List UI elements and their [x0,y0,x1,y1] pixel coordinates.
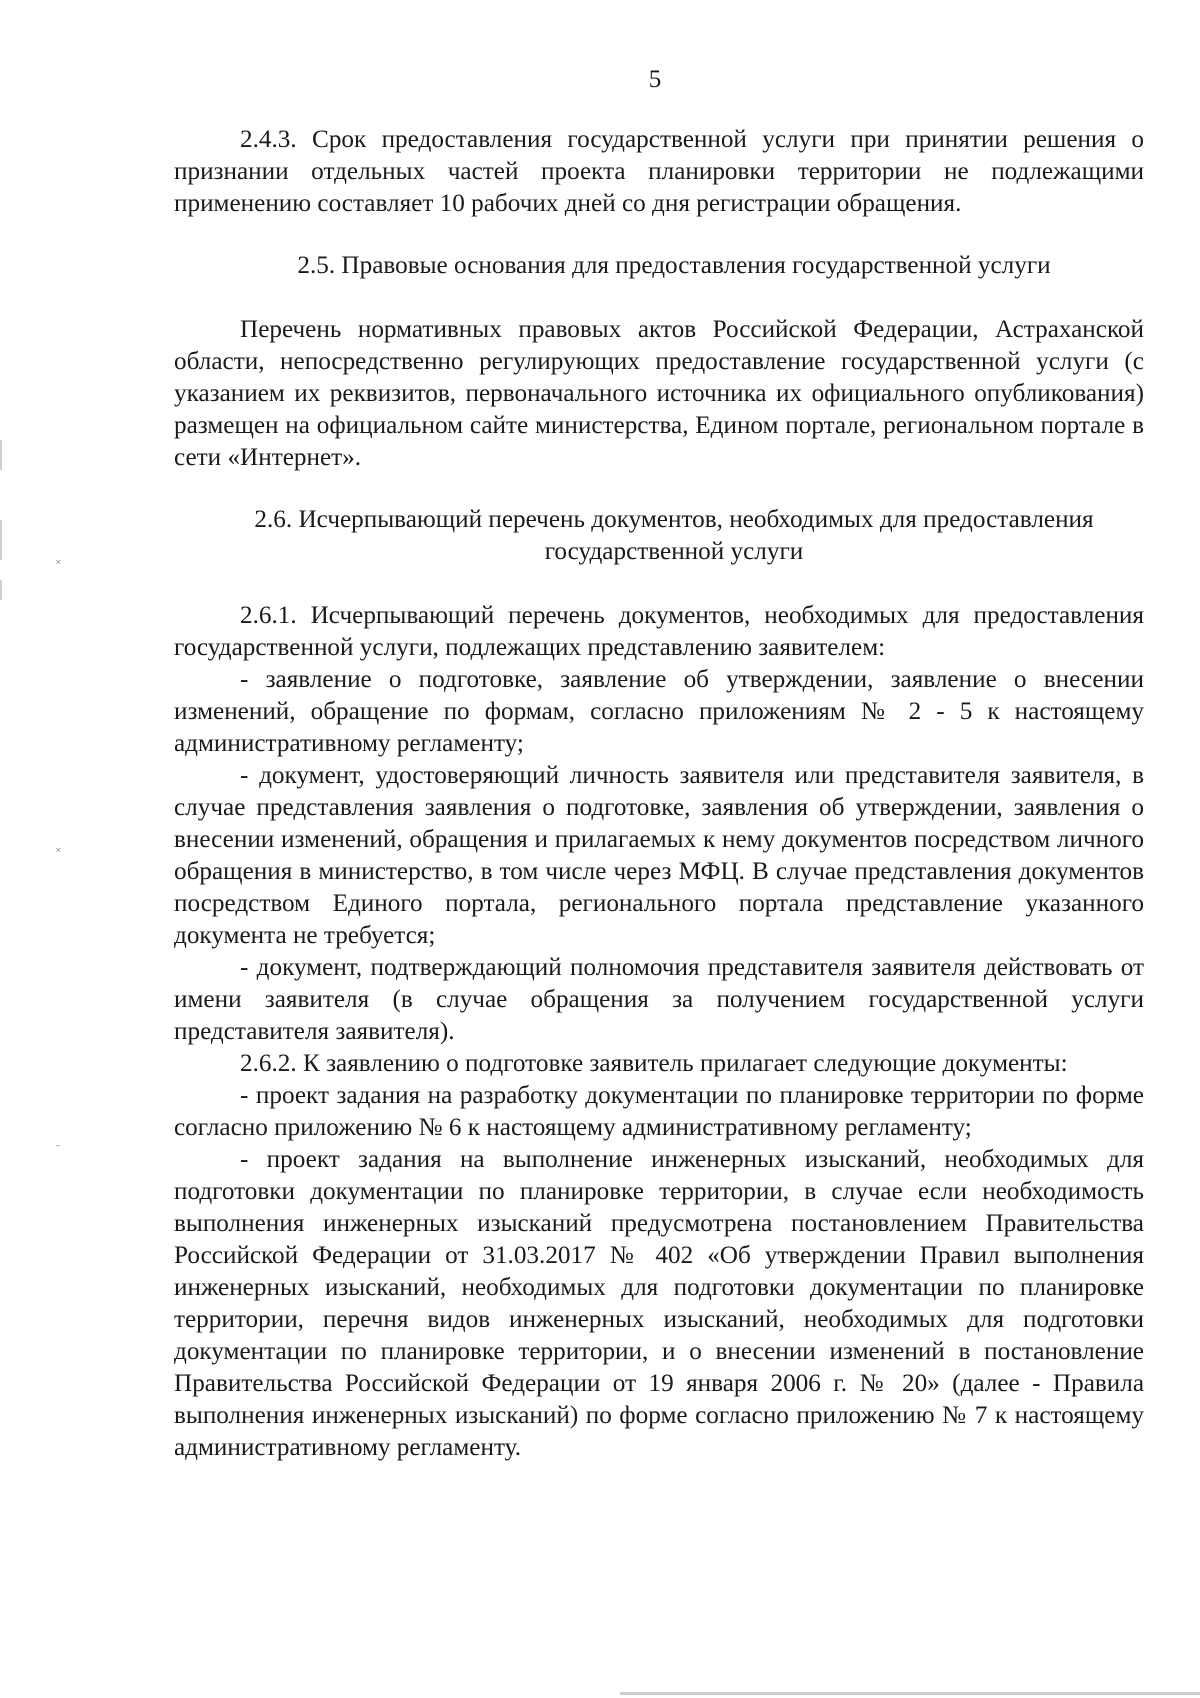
scan-margin-mark: ˟ [56,845,61,859]
spacer [174,474,1144,504]
heading-2-5: 2.5. Правовые основания для предоставления государственной услуги [297,252,1051,279]
paragraph-2-6-2: 2.6.2. К заявлению о подготовке заявитель прилагает следующие документы: [240,1050,1068,1077]
list-item-authority-document: - документ, подтверждающий полномочия представителя заявителя действовать от имени заявителя (в случае обращения за получением государственной услуги представителя заявителя). [174,954,1144,1045]
heading-2-6: 2.6. Исчерпывающий перечень документов, необходимых для предоставления государственной услуги [254,506,1094,565]
scan-bottom-line [620,1692,1200,1695]
list-item-application: - заявление о подготовке, заявление об утверждении, заявление о внесении изменений, обращение по формам, согласно приложениям № 2 - 5 к настоящему административному регламенту; [174,666,1144,757]
scan-margin-mark: ˟ [56,557,61,571]
paragraph-legal-acts: Перечень нормативных правовых актов Российской Федерации, Астраханской области, непосредственно регулирующих предоставление государственной услуги (с указанием их реквизитов, первоначального источника их официального опубликования) размещен на официальном сайте министерства, Едином портале, региональном портале в сети «Интернет». [174,316,1144,471]
spacer [174,568,1144,600]
scan-edge-line [0,520,2,560]
paragraph-2-6-1: 2.6.1. Исчерпывающий перечень документов, необходимых для предоставления государственной услуги, подлежащих представлению заявителем: [174,602,1144,661]
scan-margin-mark: ˗ [56,1137,60,1151]
scan-edge-line [0,440,2,470]
page-number: 5 [648,66,662,93]
list-item-engineering-survey-task: - проект задания на выполнение инженерных изысканий, необходимых для подготовки документации по планировке территории, в случае если необходимость выполнения инженерных изысканий предусмотрена постановлением Правительства Российской Федерации от 31.03.2017 № 402 «Об утверждении Правил выполнения инженерных изысканий, необходимых для подготовки документации по планировке территории, перечня видов инженерных изысканий, необходимых для подготовки документации по планировке территории, и о внесении изменений в постановление Правительства Российской Федерации от 19 января 2006 г. № 20» (далее - Правила выполнения инженерных изысканий) по форме согласно приложению № 7 к настоящему административному регламенту. [174,1146,1144,1461]
paragraph-2-4-3: 2.4.3. Срок предоставления государственной услуги при принятии решения о признании отдельных частей проекта планировки территории не подлежащими применению составляет 10 рабочих дней со дня регистрации обращения. [174,126,1144,217]
document-body [174,124,1144,1464]
spacer [174,220,1144,250]
list-item-identity-document: - документ, удостоверяющий личность заявителя или представителя заявителя, в случае представления заявления о подготовке, заявления об утверждении, заявления о внесении изменений, обращения и прилагаемых к нему документов посредством личного обращения в министерство, в том числе через МФЦ. В случае представления документов посредством Единого портала, регионального портала представление указанного документа не требуется; [174,762,1144,949]
list-item-planning-task: - проект задания на разработку документации по планировке территории по форме согласно приложению № 6 к настоящему административному регламенту; [174,1082,1144,1141]
spacer [174,282,1144,314]
scan-edge-line [0,580,2,600]
